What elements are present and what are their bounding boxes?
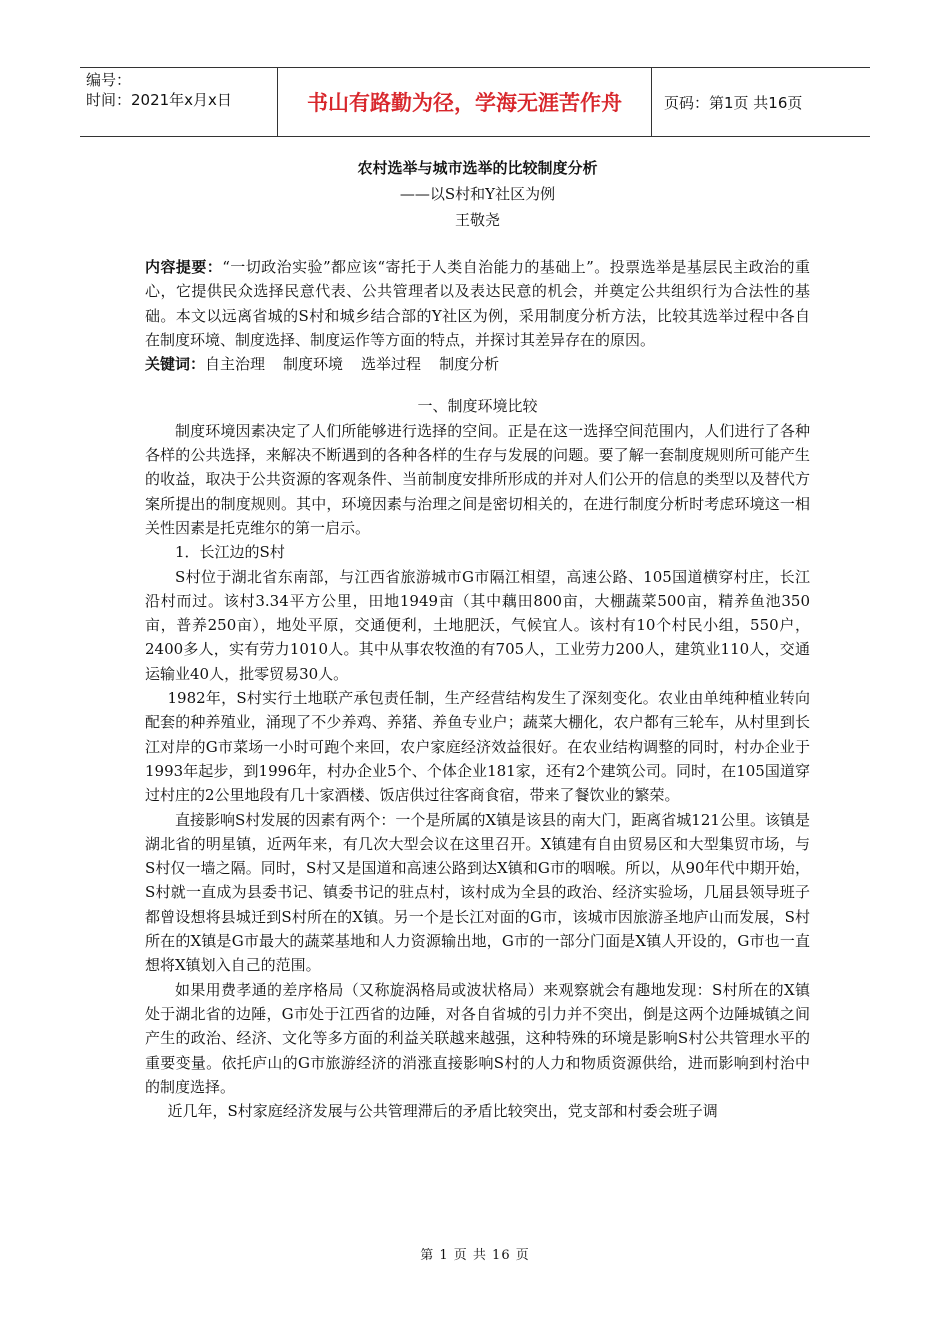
- keywords-label: 关键词：: [145, 355, 206, 374]
- article-title: 农村选举与城市选举的比较制度分析: [357, 159, 598, 177]
- header-page-info: 页码：第1页 共16页: [664, 93, 803, 112]
- article-subtitle: ——以S村和Y社区为例: [399, 185, 556, 203]
- paragraph: 直接影响S村发展的因素有两个：一个是所属的X镇是该县的南大门，距离省城121公里。该镇是湖北省的明星镇，近两年来，有几次大型会议在这里召开。X镇建有自由贸易区和大型集贸市场，与S村仅一墙之隔。同时，S村又是国道和高速公路到达X镇和G市的咽喉。所以，从90年代中期开始，S村就一直成为县委书记、镇委书记的驻点村，该村成为全县的政治、经济实验场，几届县领导班子都曾设想将县城迁到S村所在的X镇。另一个是长江对面的G市，该城市因旅游圣地庐山而发展，S村所在的X镇是G市最大的蔬菜基地和人力资源输出地，G市的一部分门面是X镇人开设的，G市也一直想将X镇划入自己的范围。: [145, 810, 810, 975]
- paragraph: S村位于湖北省东南部，与江西省旅游城市G市隔江相望，高速公路、105国道横穿村庄，长江沿村而过。该村3.34平方公里，田地1949亩（其中藕田800亩，大棚蔬菜500亩，精养鱼池350亩，普养250亩），地处平原，交通便利，土地肥沃，气候宜人。该村有10个村民小组，550户，2400多人，实有劳力1010人。其中从事农牧渔的有705人，工业劳力200人，建筑业110人，交通运输业40人，批零贸易30人。: [145, 567, 810, 683]
- keyword: 制度环境: [283, 355, 344, 374]
- keyword: 制度分析: [439, 355, 500, 374]
- document-header: [80, 67, 870, 137]
- section-heading: 一、制度环境比较: [417, 397, 538, 416]
- paragraph: 1982年，S村实行土地联产承包责任制，生产经营结构发生了深刻变化。农业由单纯种植业转向配套的种养殖业，涌现了不少养鸡、养猪、养鱼专业户；蔬菜大棚化，农户都有三轮车，从村里到长江对岸的G市菜场一小时可跑个来回，农户家庭经济效益很好。在农业结构调整的同时，村办企业于1993年起步，到1996年，村办企业5个、个体企业181家，还有2个建筑公司。同时，在105国道穿过村庄的2公里地段有几十家酒楼、饭店供过往客商食宿，带来了餐饮业的繁荣。: [145, 689, 810, 805]
- header-meta-cell: [80, 68, 278, 136]
- paragraph: 近几年，S村家庭经济发展与公共管理滞后的矛盾比较突出，党支部和村委会班子调: [167, 1102, 718, 1121]
- abstract-label: 内容提要：: [145, 258, 223, 276]
- keywords: [145, 352, 810, 376]
- paragraph: 制度环境因素决定了人们所能够进行选择的空间。正是在这一选择空间范围内，人们进行了各种各样的公共选择，来解决不断遇到的各种各样的生存与发展的问题。要了解一套制度规则所可能产生的收益，取决于公共资源的客观条件、当前制度安排所形成的并对人们公开的信息的类型以及替代方案所提出的制度规则。其中，环境因素与治理之间是密切相关的，在进行制度分析时考虑环境这一相关性因素是托克维尔的第一启示。: [145, 421, 810, 537]
- number-label: 编号：: [86, 71, 132, 89]
- article-body: [145, 155, 810, 1123]
- header-motto: 书山有路勤为径，学海无涯苦作舟: [278, 68, 652, 136]
- keyword: 自主治理: [205, 355, 266, 374]
- date-label: 时间：2021年x月x日: [86, 91, 232, 109]
- article-author: 王敬尧: [454, 211, 500, 229]
- abstract: [145, 255, 810, 352]
- page-footer: 第 1 页 共 16 页: [420, 1248, 530, 1263]
- keyword: 选举过程: [361, 355, 422, 374]
- subsection-heading: 1．长江边的S村: [175, 543, 285, 562]
- paragraph: 如果用费孝通的差序格局（又称旋涡格局或波状格局）来观察就会有趣地发现：S村所在的X镇处于湖北省的边陲，G市处于江西省的边陲，对各自省城的引力并不突出，倒是这两个边陲城镇之间产生的政治、经济、文化等多方面的利益关联越来越强，这种特殊的环境是影响S村公共管理水平的重要变量。依托庐山的G市旅游经济的消涨直接影响S村的人力和物质资源供给，进而影响到村治中的制度选择。: [145, 980, 810, 1096]
- abstract-text: “一切政治实验”都应该“寄托于人类自治能力的基础上”。投票选举是基层民主政治的重心，它提供民众选择民意代表、公共管理者以及表达民意的机会，并奠定公共组织行为合法性的基础。本文以远离省城的S村和城乡结合部的Y社区为例，采用制度分析方法，比较其选举过程中各自在制度环境、制度选择、制度运作等方面的特点，并探讨其差异存在的原因。: [145, 258, 810, 349]
